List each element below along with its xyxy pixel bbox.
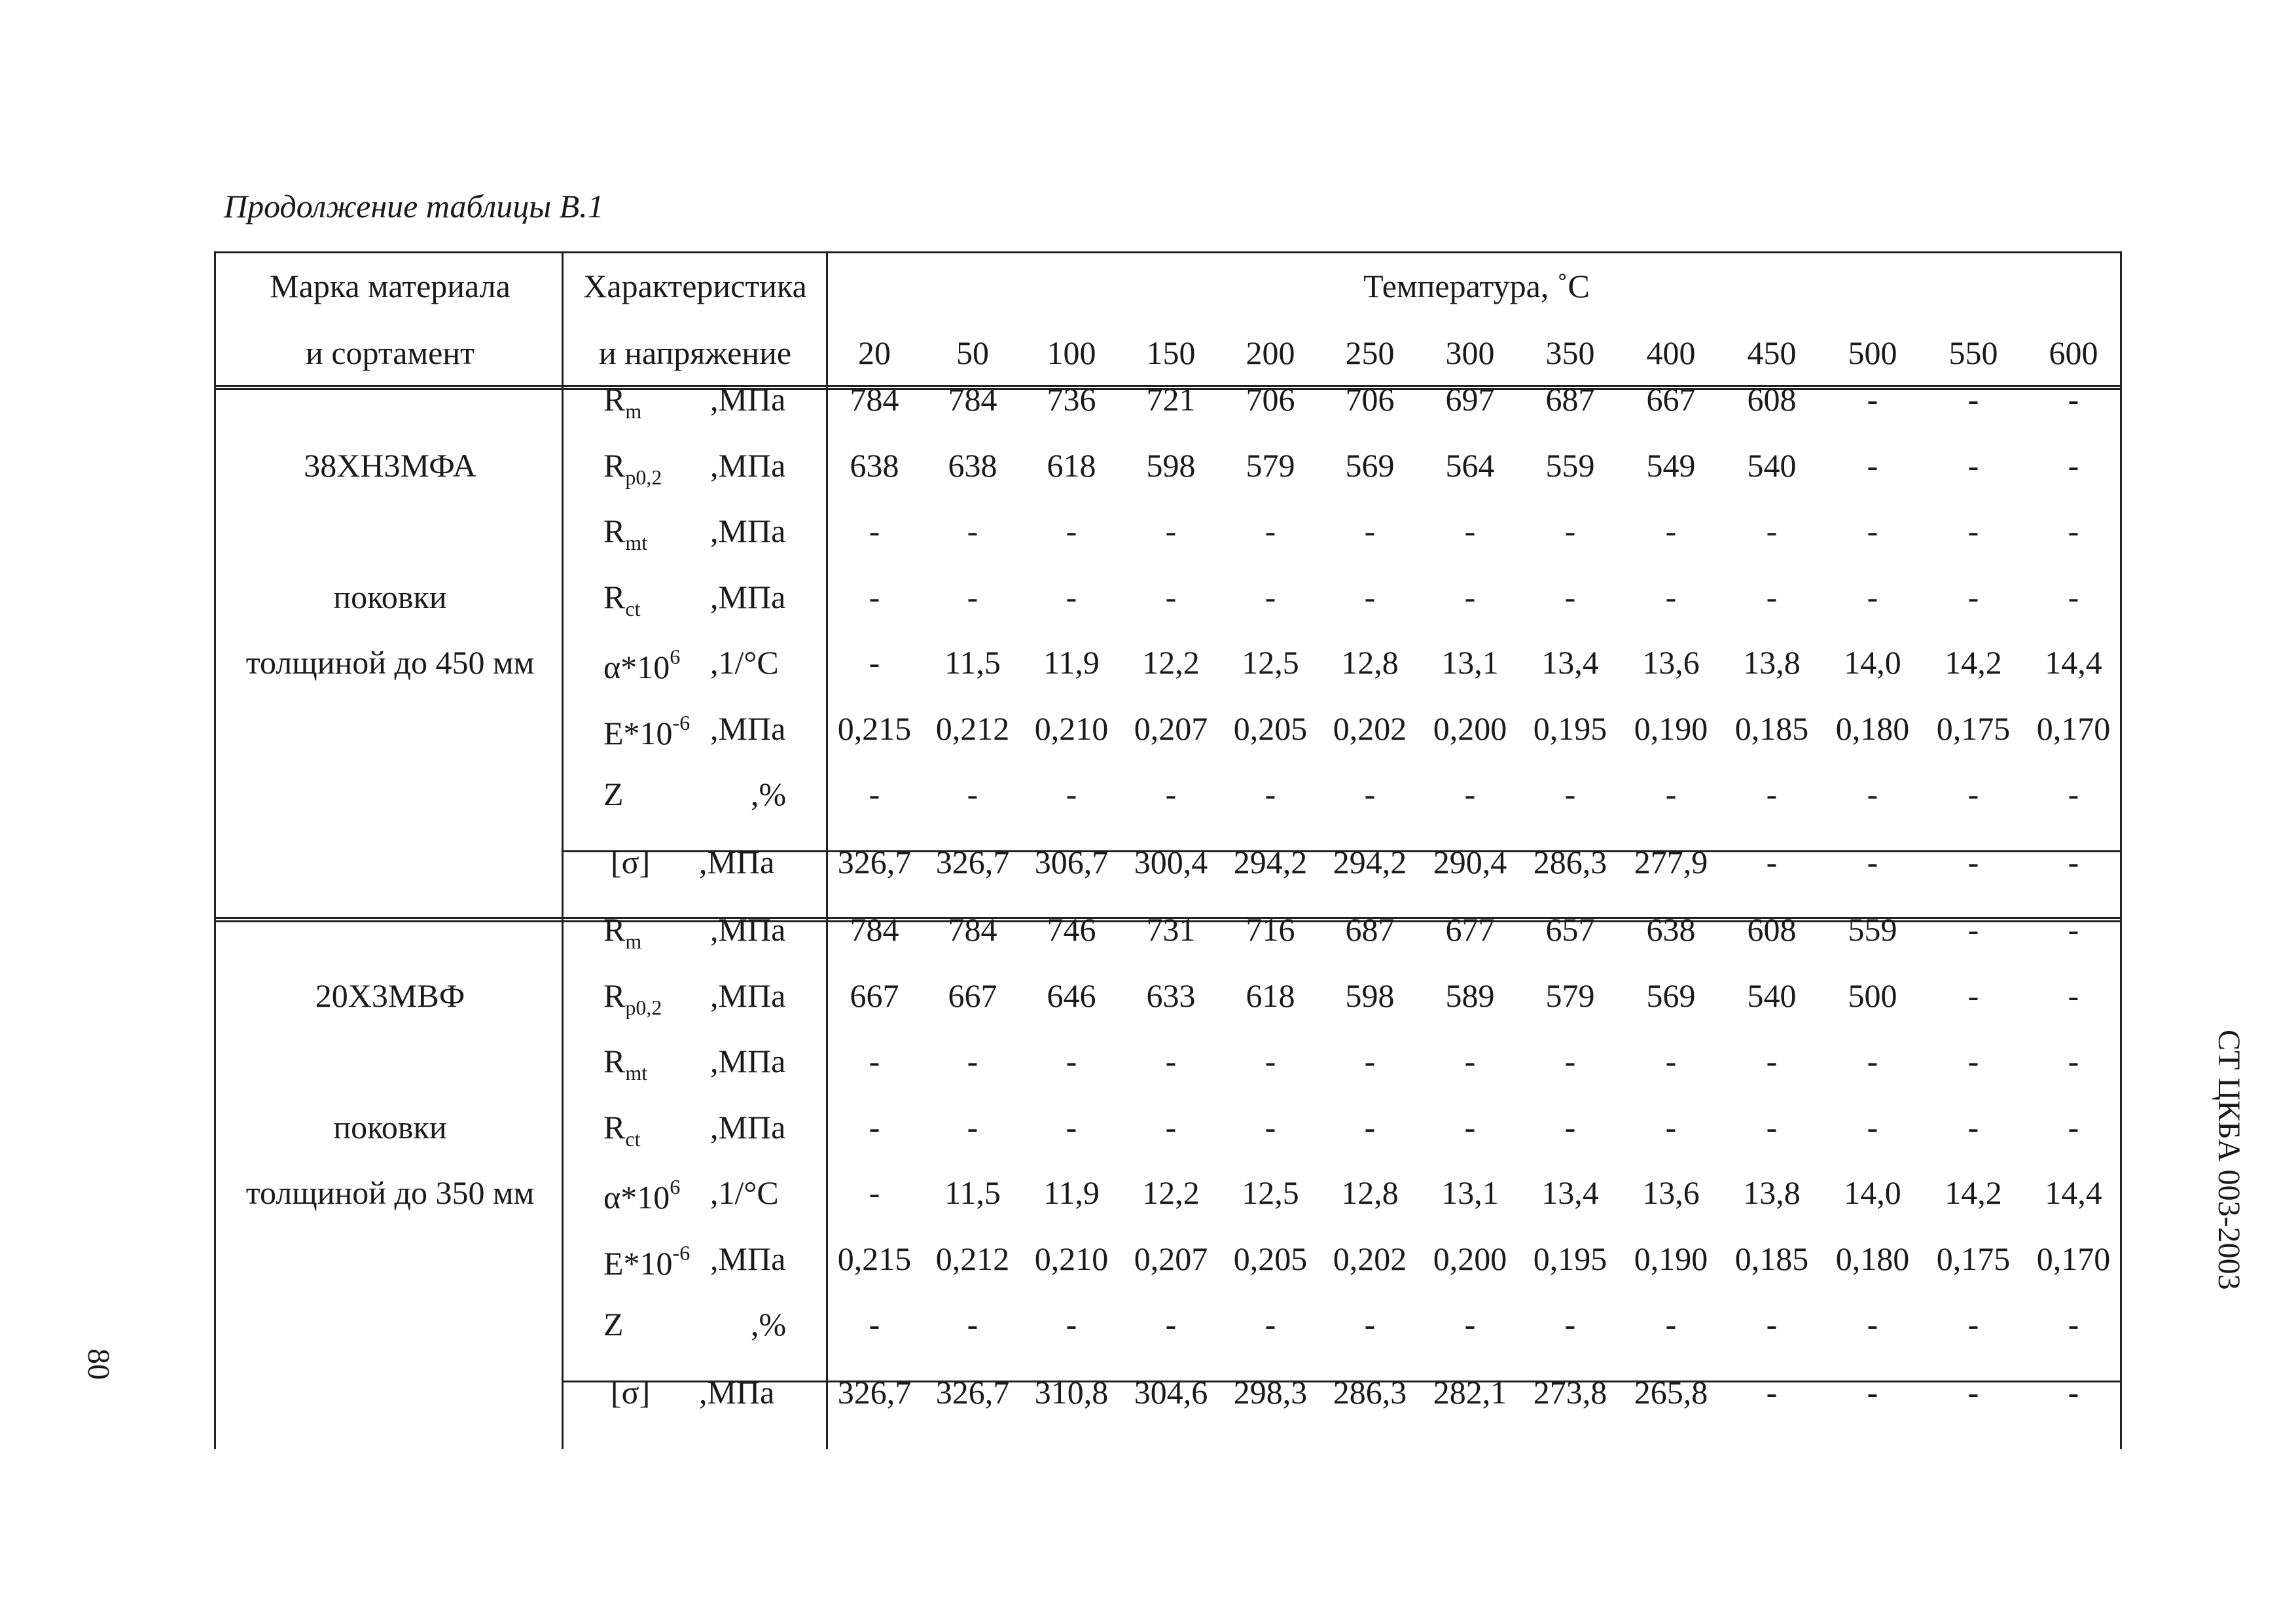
material-grade: 38ХН3МФА — [304, 446, 476, 484]
table-cell: 559 — [1545, 446, 1595, 484]
table-cell: - — [1967, 1373, 1979, 1411]
table-cell: 667 — [850, 977, 899, 1014]
table-cell: 265,8 — [1634, 1373, 1708, 1411]
table-cell: 0,175 — [1936, 710, 2011, 747]
table-cell: 310,8 — [1034, 1373, 1109, 1411]
table-cell: - — [1364, 1108, 1376, 1146]
table-cell: 273,8 — [1533, 1373, 1607, 1411]
characteristic-symbol: $R_m$ — [603, 381, 642, 423]
table-cell: - — [1066, 1108, 1077, 1146]
table-cell: 0,190 — [1634, 710, 1708, 747]
header-material-line1: Марка материала — [270, 268, 511, 304]
table-cell: - — [1867, 1373, 1878, 1411]
table-cell: - — [2068, 1373, 2079, 1411]
table-cell: - — [2068, 977, 2079, 1014]
table-cell: - — [869, 578, 880, 615]
header-characteristic-line2: и напряжение — [598, 334, 792, 371]
table-cell: - — [1665, 578, 1677, 615]
temperature-header: 20 — [858, 334, 891, 371]
table-cell: 306,7 — [1034, 843, 1109, 880]
table-cell: - — [869, 1174, 880, 1211]
characteristic-symbol: Z — [603, 1306, 624, 1343]
table-cell: 277,9 — [1634, 843, 1708, 880]
table-cell: - — [1464, 578, 1476, 615]
table-cell: 14,0 — [1844, 1174, 1901, 1211]
table-cell: - — [1867, 1108, 1878, 1146]
table-cell: 0,185 — [1734, 1240, 1809, 1277]
temperature-header: 150 — [1146, 334, 1196, 371]
table-cell: 731 — [1146, 911, 1196, 948]
table-cell: - — [1867, 381, 1878, 418]
characteristic-symbol: Z — [603, 776, 624, 812]
table-cell: 784 — [850, 381, 899, 418]
table-cell: - — [1464, 1306, 1476, 1343]
table-cell: - — [869, 513, 880, 549]
table-cell: 706 — [1345, 381, 1395, 418]
characteristic-unit: ,МПа — [710, 977, 786, 1014]
table-cell: 14,2 — [1945, 1174, 2002, 1211]
table-cell: - — [869, 644, 880, 681]
table-cell: - — [2068, 1306, 2079, 1343]
characteristic-unit: ,МПа — [710, 446, 786, 484]
temperature-header: 550 — [1948, 334, 1998, 371]
table-cell: 14,0 — [1844, 644, 1901, 681]
table-cell: - — [1967, 977, 1979, 1014]
table-cell: 0,185 — [1734, 710, 1809, 747]
temperature-header: 250 — [1345, 334, 1395, 371]
table-cell: 13,1 — [1441, 644, 1499, 681]
table-cell: 0,212 — [935, 1240, 1010, 1277]
material-grade: 20Х3МВФ — [315, 977, 465, 1014]
table-cell: - — [1665, 1108, 1677, 1146]
table-cell: 0,205 — [1233, 1240, 1308, 1277]
temperature-header: 300 — [1445, 334, 1495, 371]
table-cell: 11,5 — [944, 1174, 1001, 1211]
table-cell: 12,5 — [1242, 1174, 1299, 1211]
table-cell: 13,8 — [1743, 1174, 1801, 1211]
temperature-header: 50 — [956, 334, 989, 371]
table-cell: 0,170 — [2036, 710, 2111, 747]
characteristic-symbol: [σ] — [611, 843, 651, 880]
table-cell: 687 — [1345, 911, 1395, 948]
table-cell: - — [1967, 1306, 1979, 1343]
table-cell: - — [1665, 1306, 1677, 1343]
table-cell: - — [1867, 578, 1878, 615]
table-cell: 569 — [1345, 446, 1395, 484]
table-cell: 716 — [1246, 911, 1295, 948]
table-cell: 0,202 — [1333, 710, 1407, 747]
table-cell: - — [1564, 513, 1576, 549]
table-cell: 326,7 — [935, 843, 1010, 880]
table-cell: 13,4 — [1541, 1174, 1599, 1211]
table-cell: 12,2 — [1142, 1174, 1200, 1211]
characteristic-symbol: $R_{ct}$ — [603, 578, 641, 621]
table-cell: - — [1364, 578, 1376, 615]
table-cell: 11,5 — [944, 644, 1001, 681]
table-cell: 13,8 — [1743, 644, 1801, 681]
table-cell: - — [1464, 1108, 1476, 1146]
temperature-header: 200 — [1246, 334, 1295, 371]
table-cell: - — [1867, 843, 1878, 880]
characteristic-symbol: $R_{p0,2}$ — [603, 977, 662, 1019]
table-cell: - — [1464, 1043, 1476, 1079]
table-cell: 0,190 — [1634, 1240, 1708, 1277]
table-cell: 677 — [1445, 911, 1495, 948]
table-cell: 300,4 — [1134, 843, 1208, 880]
table-cell: - — [1766, 1043, 1778, 1079]
table-cell: - — [1967, 446, 1979, 484]
table-cell: 0,175 — [1936, 1240, 2011, 1277]
table-cell: - — [2068, 578, 2079, 615]
table-cell: - — [1867, 776, 1878, 812]
table-cell: 736 — [1047, 381, 1096, 418]
table-cell: 14,4 — [2045, 644, 2102, 681]
characteristic-symbol: [σ] — [611, 1373, 651, 1411]
table-cell: 0,195 — [1533, 710, 1607, 747]
document-code: СТ ЦКБА 003-2003 — [2212, 1030, 2246, 1290]
table-cell: 618 — [1246, 977, 1295, 1014]
table-cell: 667 — [948, 977, 997, 1014]
table-cell: - — [1165, 1043, 1177, 1079]
table-cell: 0,170 — [2036, 1240, 2111, 1277]
table-cell: 579 — [1246, 446, 1295, 484]
table-cell: - — [1066, 513, 1077, 549]
table-cell: 294,2 — [1233, 843, 1308, 880]
table-cell: 12,2 — [1142, 644, 1200, 681]
table-cell: - — [1564, 1043, 1576, 1079]
table-cell: 282,1 — [1433, 1373, 1507, 1411]
characteristic-unit: ,МПа — [699, 1373, 775, 1411]
table-cell: 0,207 — [1134, 1240, 1208, 1277]
characteristic-symbol: $R_{ct}$ — [603, 1108, 641, 1151]
table-cell: 12,8 — [1341, 644, 1399, 681]
table-cell: 646 — [1047, 977, 1096, 1014]
table-cell: - — [1066, 1043, 1077, 1079]
table-cell: - — [869, 1306, 880, 1343]
table-cell: - — [1665, 513, 1677, 549]
material-form-line1: поковки — [333, 1108, 447, 1146]
table-cell: - — [967, 1043, 978, 1079]
table-cell: 657 — [1545, 911, 1595, 948]
table-cell: - — [1766, 843, 1778, 880]
table-cell: - — [1066, 1306, 1077, 1343]
table-cell: - — [869, 1043, 880, 1079]
table-cell: 12,8 — [1341, 1174, 1399, 1211]
table-cell: 0,207 — [1134, 710, 1208, 747]
table-cell: - — [1265, 776, 1276, 812]
table-cell: - — [1066, 776, 1077, 812]
table-cell: 598 — [1345, 977, 1395, 1014]
table-cell: 633 — [1146, 977, 1196, 1014]
table-cell: - — [2068, 446, 2079, 484]
characteristic-symbol: $E*10^{-6}$ — [603, 710, 691, 751]
table-cell: - — [1165, 1306, 1177, 1343]
characteristic-symbol: $R_m$ — [603, 911, 642, 953]
table-cell: 294,2 — [1333, 843, 1407, 880]
table-cell: 564 — [1445, 446, 1495, 484]
table-cell: - — [1665, 1043, 1677, 1079]
temperature-header: 350 — [1545, 334, 1595, 371]
table-cell: 540 — [1747, 446, 1797, 484]
table-cell: 13,4 — [1541, 644, 1599, 681]
table-cell: 667 — [1646, 381, 1696, 418]
table-cell: - — [1867, 513, 1878, 549]
table-cell: - — [1165, 578, 1177, 615]
characteristic-symbol: $\alpha*10^6$ — [603, 1175, 681, 1216]
table-cell: 0,210 — [1034, 710, 1109, 747]
table-cell: - — [2068, 843, 2079, 880]
table-cell: 326,7 — [935, 1373, 1010, 1411]
header-temperature-title: Температура, ˚С — [1363, 268, 1590, 304]
table-cell: 746 — [1047, 911, 1096, 948]
material-form-line1: поковки — [333, 578, 447, 615]
characteristic-unit: ,МПа — [710, 1108, 786, 1146]
temperature-header: 100 — [1047, 334, 1096, 371]
table-cell: - — [1165, 776, 1177, 812]
table-cell: - — [1867, 1306, 1878, 1343]
table-cell: 0,212 — [935, 710, 1010, 747]
characteristic-unit: ,МПа — [710, 710, 786, 747]
table-cell: 0,180 — [1835, 1240, 1910, 1277]
table-cell: - — [2068, 513, 2079, 549]
table-cell: 14,4 — [2045, 1174, 2102, 1211]
table-cell: - — [1265, 513, 1276, 549]
characteristic-unit: ,% — [751, 1306, 787, 1343]
table-cell: 286,3 — [1333, 1373, 1407, 1411]
table-cell: 569 — [1646, 977, 1696, 1014]
table-cell: - — [1364, 1306, 1376, 1343]
characteristic-symbol: $\alpha*10^6$ — [603, 645, 681, 685]
table-cell: 0,215 — [837, 1240, 912, 1277]
header-material-line2: и сортамент — [306, 334, 475, 371]
table-cell: - — [1464, 776, 1476, 812]
table-caption: Продолжение таблицы В.1 — [224, 188, 604, 225]
material-form-line2: толщиной до 450 мм — [245, 644, 535, 681]
table-cell: - — [1766, 578, 1778, 615]
table-cell: 0,180 — [1835, 710, 1910, 747]
table-cell: - — [1564, 776, 1576, 812]
characteristic-unit: ,МПа — [710, 513, 786, 549]
table-cell: 784 — [948, 911, 997, 948]
table-cell: - — [2068, 776, 2079, 812]
table-cell: 608 — [1747, 381, 1797, 418]
table-cell: 579 — [1545, 977, 1595, 1014]
table-cell: - — [967, 1306, 978, 1343]
table-cell: 0,205 — [1233, 710, 1308, 747]
table-cell: 697 — [1445, 381, 1495, 418]
table-cell: 706 — [1246, 381, 1295, 418]
table-cell: 638 — [1646, 911, 1696, 948]
header-characteristic-line1: Характеристика — [583, 268, 807, 304]
table-cell: 687 — [1545, 381, 1595, 418]
table-cell: 784 — [850, 911, 899, 948]
table-cell: 13,6 — [1642, 1174, 1700, 1211]
table-cell: 638 — [948, 446, 997, 484]
table-cell: 13,1 — [1441, 1174, 1499, 1211]
temperature-header: 400 — [1646, 334, 1696, 371]
table-cell: - — [1464, 513, 1476, 549]
table-cell: - — [869, 776, 880, 812]
table-cell: 286,3 — [1533, 843, 1607, 880]
table-cell: 298,3 — [1233, 1373, 1308, 1411]
table-cell: - — [1364, 776, 1376, 812]
characteristic-unit: ,МПа — [699, 843, 775, 880]
table-cell: 326,7 — [837, 843, 912, 880]
table-cell: 589 — [1445, 977, 1495, 1014]
table-cell: - — [1564, 1306, 1576, 1343]
table-cell: 326,7 — [837, 1373, 912, 1411]
table-cell: - — [1265, 578, 1276, 615]
table-cell: 14,2 — [1945, 644, 2002, 681]
table-cell: 500 — [1848, 977, 1897, 1014]
table-cell: - — [1967, 911, 1979, 948]
table-cell: - — [1265, 1043, 1276, 1079]
table-cell: 0,200 — [1433, 1240, 1507, 1277]
table-cell: - — [1665, 776, 1677, 812]
table-cell: - — [1364, 513, 1376, 549]
table-cell: 0,200 — [1433, 710, 1507, 747]
table-cell: 13,6 — [1642, 644, 1700, 681]
table-cell: - — [1165, 513, 1177, 549]
characteristic-unit: ,1/°С — [710, 644, 779, 681]
table-cell: 11,9 — [1043, 644, 1100, 681]
characteristic-unit: ,МПа — [710, 1043, 786, 1079]
table-cell: - — [1364, 1043, 1376, 1079]
table-cell: - — [1564, 578, 1576, 615]
temperature-header: 450 — [1747, 334, 1797, 371]
table-cell: - — [869, 1108, 880, 1146]
table-cell: 0,210 — [1034, 1240, 1109, 1277]
characteristic-unit: ,МПа — [710, 1240, 786, 1277]
table-cell: - — [1564, 1108, 1576, 1146]
characteristic-unit: ,МПа — [710, 578, 786, 615]
table-cell: - — [1867, 1043, 1878, 1079]
table-cell: - — [2068, 1108, 2079, 1146]
table-cell: - — [1967, 776, 1979, 812]
table-cell: 638 — [850, 446, 899, 484]
table-cell: - — [1165, 1108, 1177, 1146]
table-cell: - — [967, 776, 978, 812]
table-cell: - — [1967, 513, 1979, 549]
table-cell: - — [1867, 446, 1878, 484]
table-cell: - — [967, 578, 978, 615]
table-cell: - — [1967, 843, 1979, 880]
table-cell: 11,9 — [1043, 1174, 1100, 1211]
table-cell: - — [1766, 1373, 1778, 1411]
table-cell: - — [1766, 1108, 1778, 1146]
table-cell: 0,215 — [837, 710, 912, 747]
table-cell: - — [1766, 776, 1778, 812]
table-cell: 0,195 — [1533, 1240, 1607, 1277]
table-cell: 540 — [1747, 977, 1797, 1014]
table-cell: 290,4 — [1433, 843, 1507, 880]
table-cell: - — [2068, 1043, 2079, 1079]
characteristic-unit: ,% — [751, 776, 787, 812]
table-cell: 559 — [1848, 911, 1897, 948]
table-cell: - — [1967, 1043, 1979, 1079]
characteristic-unit: ,МПа — [710, 381, 786, 418]
table-cell: - — [1766, 1306, 1778, 1343]
characteristic-symbol: $R_{mt}$ — [603, 1043, 648, 1085]
table-cell: 598 — [1146, 446, 1196, 484]
table-cell: - — [1967, 381, 1979, 418]
table-cell: - — [967, 1108, 978, 1146]
characteristic-unit: ,МПа — [710, 911, 786, 948]
characteristic-unit: ,1/°С — [710, 1174, 779, 1211]
table-cell: - — [2068, 911, 2079, 948]
table-cell: - — [1766, 513, 1778, 549]
table-cell: 608 — [1747, 911, 1797, 948]
characteristic-symbol: $R_{p0,2}$ — [603, 446, 662, 489]
table-cell: 304,6 — [1134, 1373, 1208, 1411]
temperature-header: 600 — [2049, 334, 2098, 371]
table-cell: - — [2068, 381, 2079, 418]
table-cell: 784 — [948, 381, 997, 418]
table-cell: 721 — [1146, 381, 1196, 418]
table-cell: 549 — [1646, 446, 1696, 484]
temperature-header: 500 — [1848, 334, 1897, 371]
table-cell: 0,202 — [1333, 1240, 1407, 1277]
table-cell: - — [1265, 1306, 1276, 1343]
characteristic-symbol: $E*10^{-6}$ — [603, 1240, 691, 1282]
page-number: 80 — [81, 1348, 116, 1380]
table-cell: 618 — [1047, 446, 1096, 484]
characteristic-symbol: $R_{mt}$ — [603, 513, 648, 554]
table-cell: - — [1066, 578, 1077, 615]
table-cell: - — [967, 513, 978, 549]
table-cell: - — [1967, 1108, 1979, 1146]
table-cell: 12,5 — [1242, 644, 1299, 681]
table-cell: - — [1265, 1108, 1276, 1146]
table-cell: - — [1967, 578, 1979, 615]
material-form-line2: толщиной до 350 мм — [245, 1174, 535, 1211]
